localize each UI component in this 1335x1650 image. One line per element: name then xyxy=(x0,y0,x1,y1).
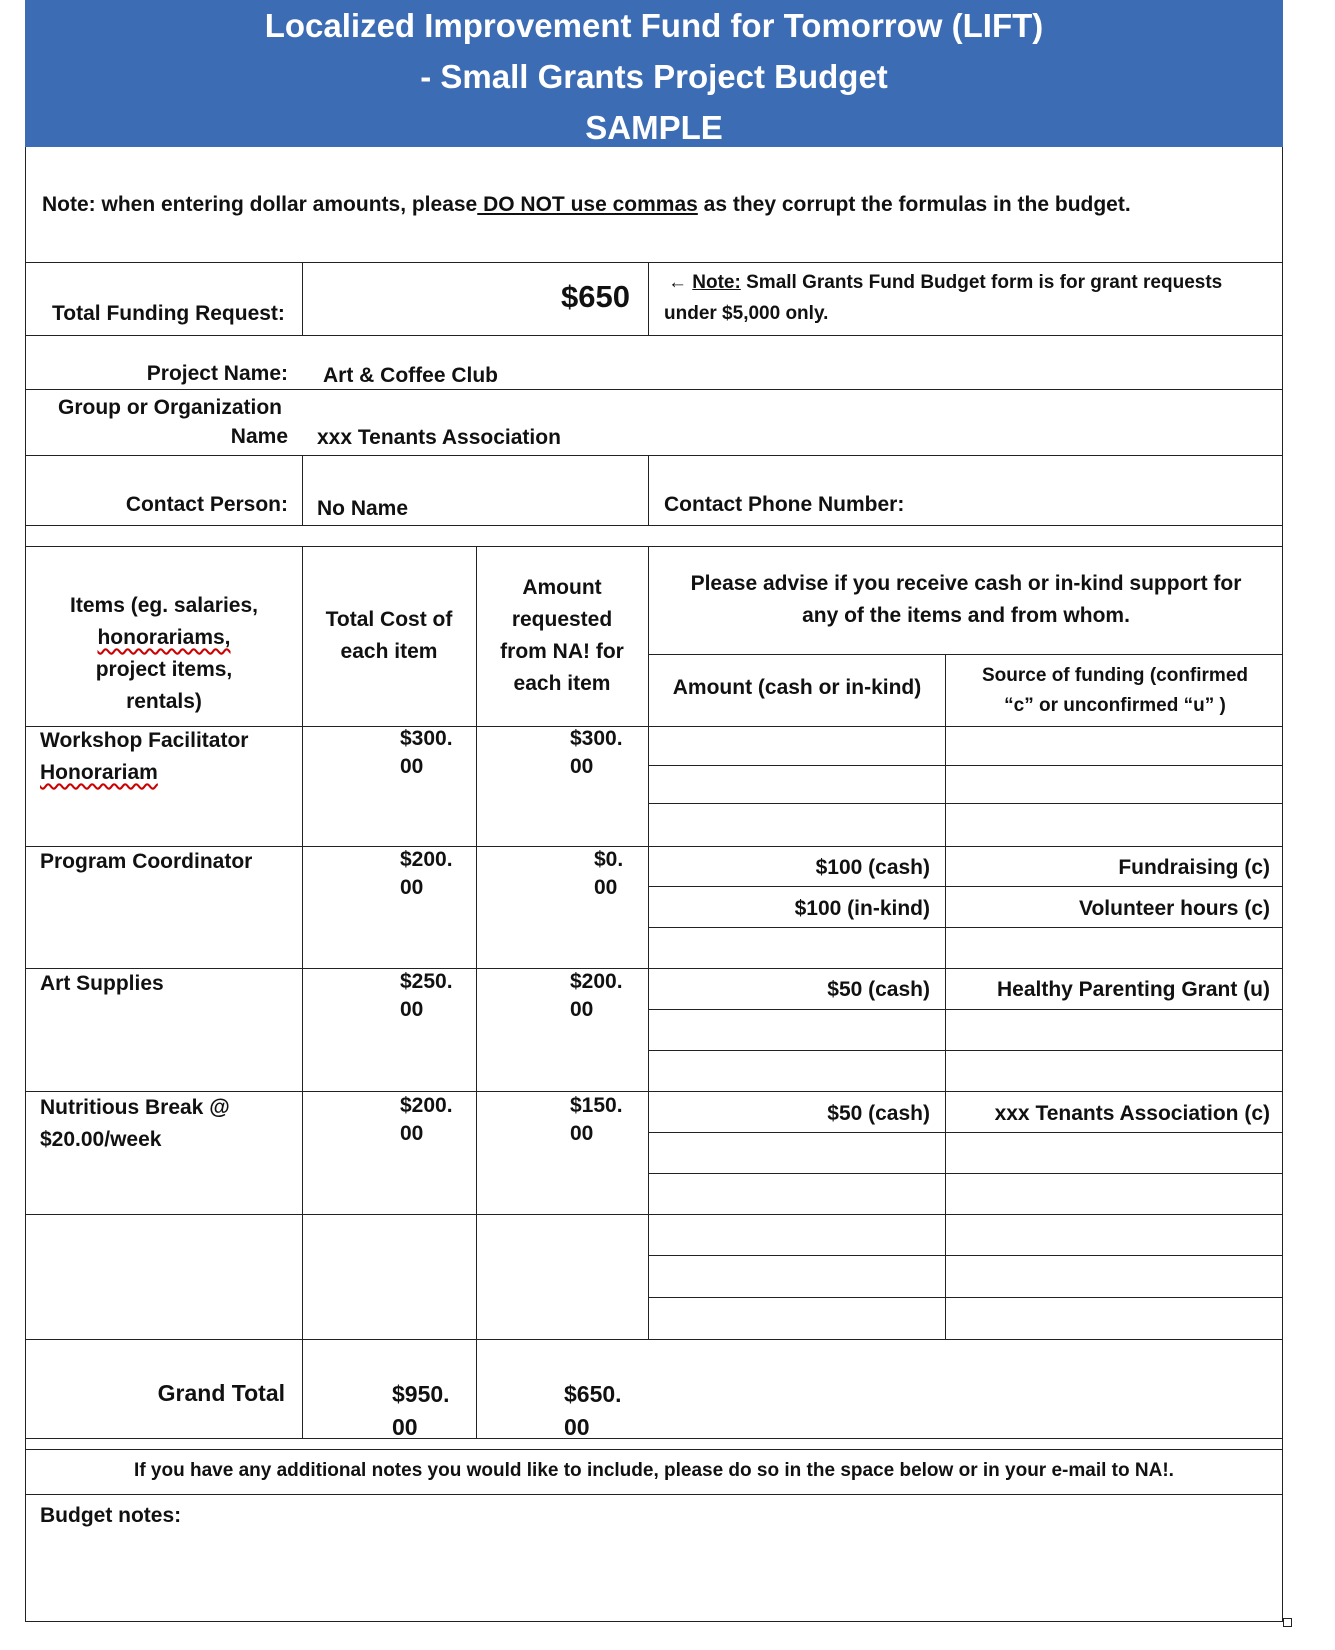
requested-column-header: Amount requested from NA! for each item xyxy=(500,576,624,695)
divider xyxy=(25,455,1283,456)
support-amount: $100 (cash) xyxy=(815,856,930,879)
table-row-cost: $300. 00 xyxy=(400,727,453,778)
table-row-cost: $200. 00 xyxy=(400,848,453,899)
support-source: xxx Tenants Association (c) xyxy=(994,1102,1270,1125)
table-row-item: Art Supplies xyxy=(40,972,164,995)
table-resize-handle[interactable] xyxy=(1283,1618,1292,1627)
contact-person-label: Contact Person: xyxy=(125,493,288,516)
support-source: Volunteer hours (c) xyxy=(1079,897,1270,920)
contact-person-value: No Name xyxy=(317,497,409,520)
source-column-header: Source of funding (confirmed “c” or unconfirmed “u” ) xyxy=(982,665,1248,716)
divider xyxy=(648,803,1283,804)
form-title-line3: SAMPLE xyxy=(585,109,723,146)
total-cost-column-header: Total Cost of each item xyxy=(325,608,453,663)
items-column-header: Items (eg. salaries, honorariams, project items, rentals) xyxy=(70,594,258,713)
divider xyxy=(648,262,649,335)
funding-side-note: ← Note: Small Grants Fund Budget form is for grant requests xyxy=(668,272,1223,293)
total-funding-value: $650 xyxy=(561,279,630,314)
table-row-requested: $150. 00 xyxy=(570,1094,623,1145)
divider xyxy=(648,1132,1283,1133)
grand-total-cost: $950. 00 xyxy=(392,1381,450,1440)
divider xyxy=(25,1449,1283,1450)
divider xyxy=(648,1050,1283,1051)
divider xyxy=(25,1494,1283,1495)
divider xyxy=(648,654,1283,655)
budget-form-sheet xyxy=(25,0,1283,1622)
form-header xyxy=(25,0,1283,147)
organization-label-line1: Group or Organization xyxy=(58,396,282,419)
divider xyxy=(25,1214,1283,1215)
support-amount: $50 (cash) xyxy=(827,978,930,1001)
divider xyxy=(302,546,303,1438)
divider xyxy=(25,335,1283,336)
table-row-requested: $300. 00 xyxy=(570,727,623,778)
budget-notes-label: Budget notes: xyxy=(40,1504,182,1527)
organization-value: xxx Tenants Association xyxy=(317,426,561,449)
table-row-requested: $0. 00 xyxy=(594,848,624,899)
divider xyxy=(648,455,649,525)
table-row-cost: $200. 00 xyxy=(400,1094,453,1145)
divider xyxy=(25,262,1283,263)
support-source: Healthy Parenting Grant (u) xyxy=(996,978,1270,1001)
form-title-line1: Localized Improvement Fund for Tomorrow (LIFT) xyxy=(264,7,1044,44)
divider xyxy=(25,525,1283,526)
total-funding-label: Total Funding Request: xyxy=(52,302,285,325)
divider xyxy=(648,546,649,1339)
table-row-item: Program Coordinator xyxy=(40,850,253,873)
divider xyxy=(945,654,946,1339)
divider xyxy=(302,262,303,335)
table-row-item: Workshop Facilitator Honorariam xyxy=(40,729,249,784)
project-name-label: Project Name: xyxy=(146,362,288,385)
divider xyxy=(648,927,1283,928)
support-amount: $100 (in-kind) xyxy=(794,897,930,920)
divider xyxy=(648,1255,1283,1256)
organization-label-line2: Name xyxy=(230,425,288,448)
divider xyxy=(25,546,1283,547)
divider xyxy=(25,389,1283,390)
divider xyxy=(648,1009,1283,1010)
project-name-value: Art & Coffee Club xyxy=(323,364,498,387)
divider xyxy=(302,455,303,525)
table-row-item: Nutritious Break @ $20.00/week xyxy=(40,1096,230,1151)
divider xyxy=(476,546,477,1438)
arrow-left-icon: ← xyxy=(668,272,687,293)
divider xyxy=(25,1339,1283,1340)
support-column-header: Please advise if you receive cash or in-kind support for any of the items and from whom. xyxy=(690,572,1242,627)
form-title-line2: - Small Grants Project Budget xyxy=(420,58,888,95)
support-source: Fundraising (c) xyxy=(1118,856,1270,879)
grand-total-label: Grand Total xyxy=(157,1380,285,1406)
commas-note: Note: when entering dollar amounts, please DO NOT use commas as they corrupt the formulas in the budget. xyxy=(42,193,1131,216)
divider xyxy=(25,968,1283,969)
divider xyxy=(648,765,1283,766)
amount-column-header: Amount (cash or in-kind) xyxy=(672,676,922,699)
commas-note-emphasis: DO NOT use commas xyxy=(477,193,698,216)
funding-side-note-line2: under $5,000 only. xyxy=(664,303,829,324)
divider xyxy=(648,1297,1283,1298)
additional-notes-instruction: If you have any additional notes you would like to include, please do so in the space below or in your e-mail to NA!. xyxy=(134,1460,1174,1481)
divider xyxy=(25,1438,1283,1439)
contact-phone-label: Contact Phone Number: xyxy=(664,493,905,516)
table-row-cost: $250. 00 xyxy=(400,970,453,1021)
divider xyxy=(648,1173,1283,1174)
grand-total-requested: $650. 00 xyxy=(564,1381,622,1440)
divider xyxy=(648,886,1283,887)
support-amount: $50 (cash) xyxy=(827,1102,930,1125)
table-row-requested: $200. 00 xyxy=(570,970,623,1021)
